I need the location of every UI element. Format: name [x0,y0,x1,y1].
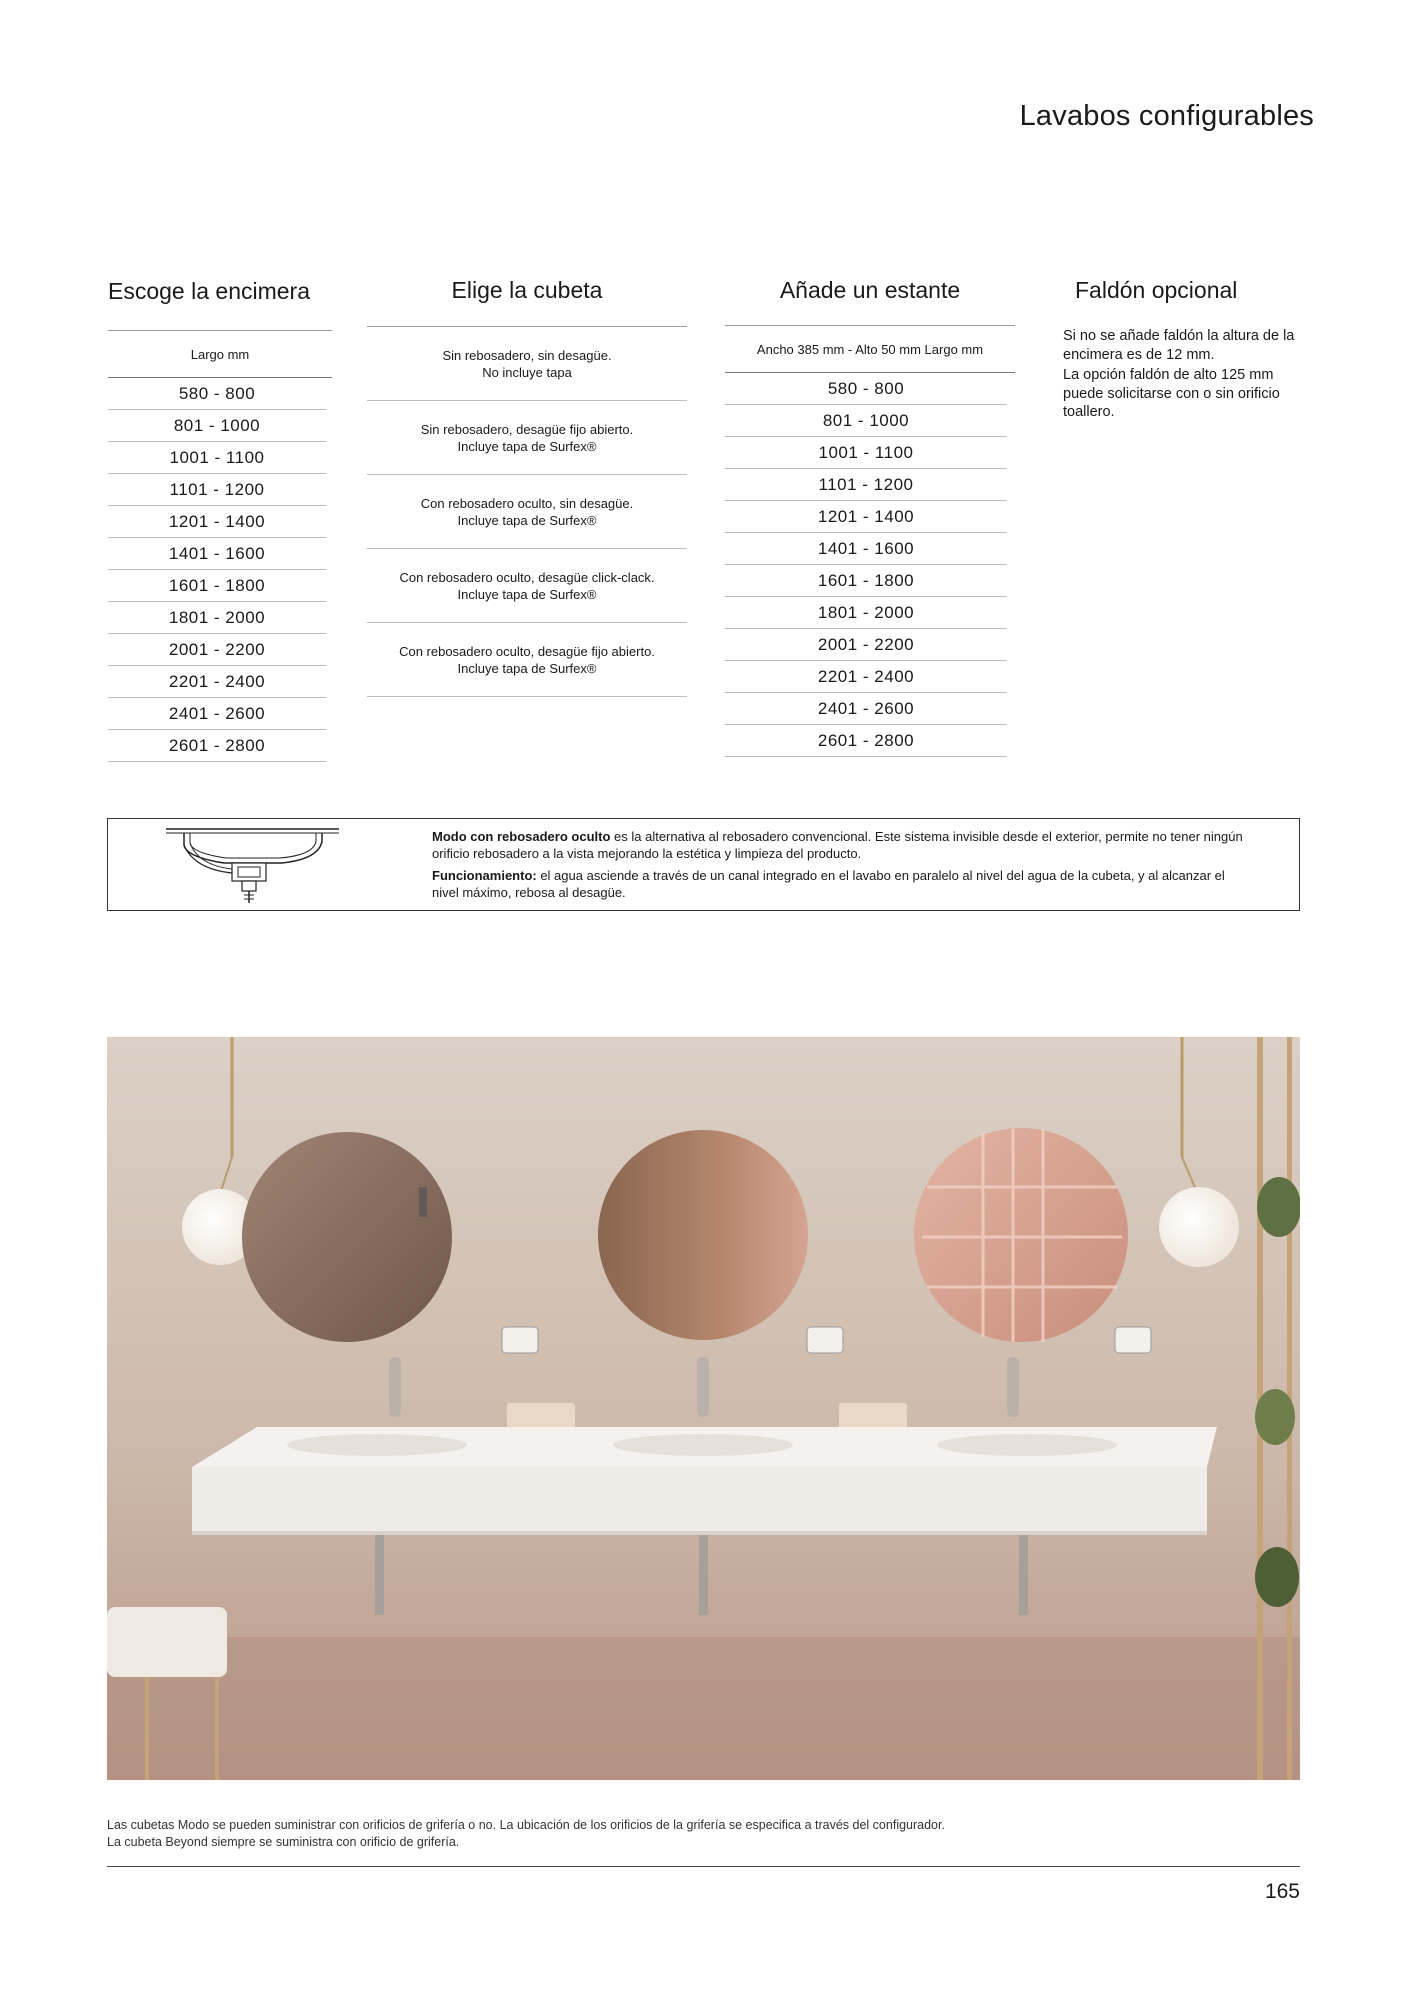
info-paragraph-1 [432,828,1252,862]
cubeta-options [367,326,687,697]
size-range-row: 580 - 800 [725,373,1007,405]
cubeta-option [367,401,687,475]
size-range-row: 580 - 800 [108,378,326,410]
size-range-row: 1601 - 1800 [725,565,1007,597]
size-range-row: 2601 - 2800 [108,730,326,762]
size-range-row: 1101 - 1200 [108,474,326,506]
cubeta-option-line2: Incluye tapa de Surfex® [457,660,597,676]
size-range-row: 2201 - 2400 [725,661,1007,693]
size-range-row: 801 - 1000 [725,405,1007,437]
size-range-row: 801 - 1000 [108,410,326,442]
bottom-divider [107,1866,1300,1867]
info-p2-bold: Funcionamiento: [432,868,537,883]
info-p1-bold: Modo con rebosadero oculto [432,829,611,844]
footnote-line-1: Las cubetas Modo se pueden suministrar con orificios de grifería o no. La ubicación de los orificios de la grifería se especifica a través del configurador. [107,1818,945,1832]
bathroom-scene-illustration [107,1037,1300,1780]
bathroom-product-photo [107,1037,1300,1780]
cubeta-option-line2: No incluye tapa [482,364,572,380]
size-range-row: 1201 - 1400 [108,506,326,538]
size-range-row: 1001 - 1100 [725,437,1007,469]
cubeta-option [367,623,687,697]
size-range-row: 1601 - 1800 [108,570,326,602]
size-range-row: 1801 - 2000 [725,597,1007,629]
size-range-row: 1001 - 1100 [108,442,326,474]
cubeta-option [367,327,687,401]
cubeta-option-line1: Con rebosadero oculto, sin desagüe. [420,495,634,511]
cubeta-option-line1: Sin rebosadero, desagüe fijo abierto. [420,421,634,437]
page-title: Lavabos configurables [1019,100,1314,132]
size-range-row: 2001 - 2200 [725,629,1007,661]
info-paragraph-2 [432,867,1252,901]
estante-rows [725,373,1007,757]
size-range-row: 2601 - 2800 [725,725,1007,757]
cubeta-option-line1: Sin rebosadero, sin desagüe. [442,347,612,363]
faldon-heading: Faldón opcional [1075,277,1238,303]
page-number: 165 [1264,1880,1300,1903]
cubeta-option-line1: Con rebosadero oculto, desagüe click-clack. [399,569,655,585]
faldon-paragraph-2: La opción faldón de alto 125 mm puede solicitarse con o sin orificio toallero. [1063,367,1280,420]
sink-cross-section-diagram [164,823,344,909]
rebosadero-info-box [107,818,1300,911]
cubeta-option-line2: Incluye tapa de Surfex® [457,512,597,528]
size-range-row: 1101 - 1200 [725,469,1007,501]
cubeta-option [367,475,687,549]
info-p1-text: es la alternativa al rebosadero convencional. Este sistema invisible desde el exterior, permite no tener ningún orificio rebosadero a la vista mejorando la estética y limpieza del producto. [432,829,1243,861]
rebosadero-info-text [432,828,1252,906]
cubeta-option-line2: Incluye tapa de Surfex® [457,438,597,454]
size-range-row: 1401 - 1600 [725,533,1007,565]
size-range-row: 1201 - 1400 [725,501,1007,533]
footnote [107,1817,945,1851]
encimera-table-header: Largo mm [108,330,332,378]
encimera-heading: Escoge la encimera [108,278,310,304]
encimera-column [108,278,332,762]
cubeta-option-line2: Incluye tapa de Surfex® [457,586,597,602]
estante-column [725,277,1015,757]
cubeta-heading: Elige la cubeta [451,277,603,303]
size-range-row: 1401 - 1600 [108,538,326,570]
faldon-paragraph-1: Si no se añade faldón la altura de la encimera es de 12 mm. [1063,328,1295,363]
encimera-rows [108,378,326,762]
size-range-row: 2001 - 2200 [108,634,326,666]
cubeta-option-line1: Con rebosadero oculto, desagüe fijo abierto. [399,643,655,659]
estante-table-header: Ancho 385 mm - Alto 50 mm Largo mm [725,325,1015,373]
footnote-line-2: La cubeta Beyond siempre se suministra con orificio de grifería. [107,1835,460,1849]
size-range-row: 1801 - 2000 [108,602,326,634]
faldon-column [1063,277,1308,422]
size-range-row: 2401 - 2600 [108,698,326,730]
size-range-row: 2201 - 2400 [108,666,326,698]
estante-heading: Añade un estante [779,277,961,303]
cubeta-column [367,277,687,697]
size-range-row: 2401 - 2600 [725,693,1007,725]
cubeta-option [367,549,687,623]
info-p2-text: el agua asciende a través de un canal integrado en el lavabo en paralelo al nivel del agua de la cubeta, y al alcanzar el nivel máximo, rebosa al desagüe. [432,868,1225,900]
